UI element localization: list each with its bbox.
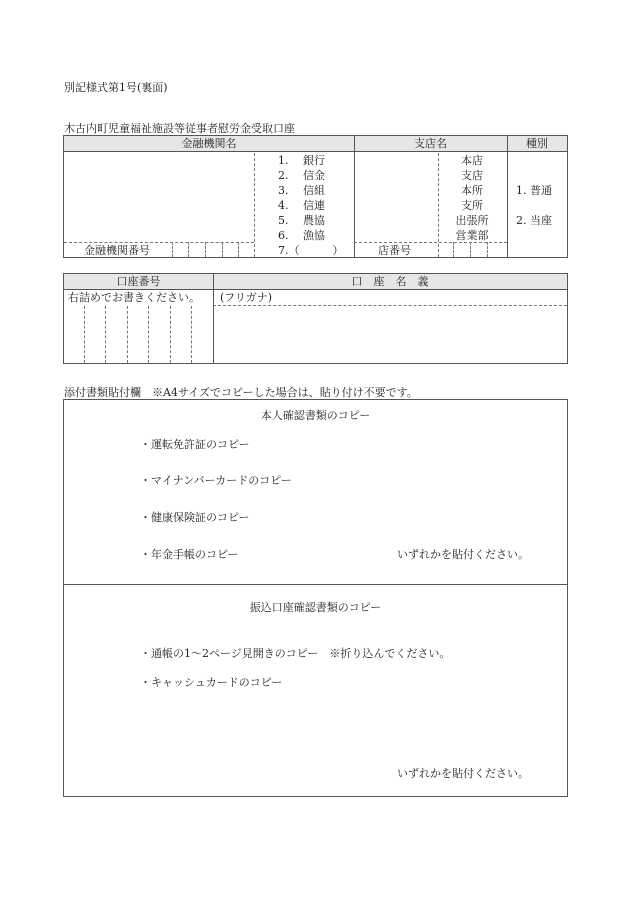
code-cell-divider xyxy=(470,242,471,257)
bank-heading: 振込口座確認書類のコピー xyxy=(249,601,382,614)
attachment-area xyxy=(63,399,568,797)
institution-type-shinren[interactable]: 4. 信連 xyxy=(278,199,325,212)
dashed-divider xyxy=(64,242,254,243)
institution-type-nokyo[interactable]: 5. 農協 xyxy=(278,214,325,227)
institution-type-shinkin[interactable]: 2. 信金 xyxy=(278,169,325,182)
code-cell-divider xyxy=(222,242,223,257)
code-cell-divider xyxy=(188,242,189,257)
branch-name-field[interactable] xyxy=(356,153,436,240)
furigana-field[interactable] xyxy=(215,291,565,304)
institution-code-label: 金融機関番号 xyxy=(84,244,150,257)
code-cell-divider xyxy=(205,242,206,257)
account-number-header: 口座番号 xyxy=(116,275,161,288)
form-number: 別記様式第1号(裏面) xyxy=(64,81,168,94)
branch-type-branch[interactable]: 支店 xyxy=(461,169,483,182)
institution-type-shinkumi[interactable]: 3. 信組 xyxy=(278,184,325,197)
branch-code-label: 店番号 xyxy=(378,244,411,257)
account-table xyxy=(63,273,568,364)
dashed-divider xyxy=(213,305,567,306)
identity-heading: 本人確認書類のコピー xyxy=(260,409,371,422)
branch-type-division[interactable]: 営業部 xyxy=(455,229,489,242)
type-header: 種別 xyxy=(526,137,548,150)
branch-header: 支店名 xyxy=(414,137,447,150)
bank-table xyxy=(63,135,568,258)
institution-type-bank[interactable]: 1. 銀行 xyxy=(278,154,325,167)
identity-item: ・健康保険証のコピー xyxy=(140,511,250,524)
institution-type-other[interactable]: 7.（ ） xyxy=(278,244,344,257)
dashed-divider xyxy=(254,153,255,257)
branch-type-honsho[interactable]: 本所 xyxy=(461,184,483,197)
institution-name-field[interactable] xyxy=(66,153,252,240)
institution-header: 金融機関名 xyxy=(181,137,237,150)
bank-item: ・キャッシュカードのコピー xyxy=(140,676,283,689)
identity-paste-area[interactable] xyxy=(64,400,567,584)
bank-item: ・通帳の1～2ページ見開きのコピー ※折り込んでください。 xyxy=(140,647,451,660)
code-cell-divider xyxy=(238,242,239,257)
section-title: 木古内町児童福祉施設等従事者慰労金受取口座 xyxy=(64,122,295,135)
account-number-note: 右詰めでお書きください。 xyxy=(68,291,200,304)
branch-type-office[interactable]: 出張所 xyxy=(455,214,489,227)
identity-item: ・年金手帳のコピー xyxy=(140,548,239,561)
code-cell-divider xyxy=(453,242,454,257)
account-type-ordinary[interactable]: 1. 普通 xyxy=(516,184,552,197)
branch-type-main[interactable]: 本店 xyxy=(461,154,483,167)
account-number-field[interactable] xyxy=(66,306,211,362)
account-holder-header: 口 座 名 義 xyxy=(351,275,429,288)
dashed-divider xyxy=(354,242,507,243)
account-type-current[interactable]: 2. 当座 xyxy=(516,214,552,227)
identity-note: いずれかを貼付ください。 xyxy=(397,548,529,561)
attachment-title: 添付書類貼付欄 ※A4サイズでコピーした場合は、貼り付け不要です。 xyxy=(64,386,418,399)
account-holder-field[interactable] xyxy=(215,307,565,362)
identity-item: ・運転免許証のコピー xyxy=(140,438,250,451)
code-cell-divider xyxy=(487,242,488,257)
divider xyxy=(507,136,508,257)
divider xyxy=(354,136,355,257)
furigana-label: (フリガナ) xyxy=(220,291,273,304)
identity-item: ・マイナンバーカードのコピー xyxy=(140,474,292,487)
bank-note: いずれかを貼付ください。 xyxy=(397,767,529,780)
bank-paste-area[interactable] xyxy=(64,585,567,796)
branch-type-shisho[interactable]: 支所 xyxy=(461,199,483,212)
code-cell-divider xyxy=(172,242,173,257)
institution-type-gyokyo[interactable]: 6. 漁協 xyxy=(278,229,325,242)
